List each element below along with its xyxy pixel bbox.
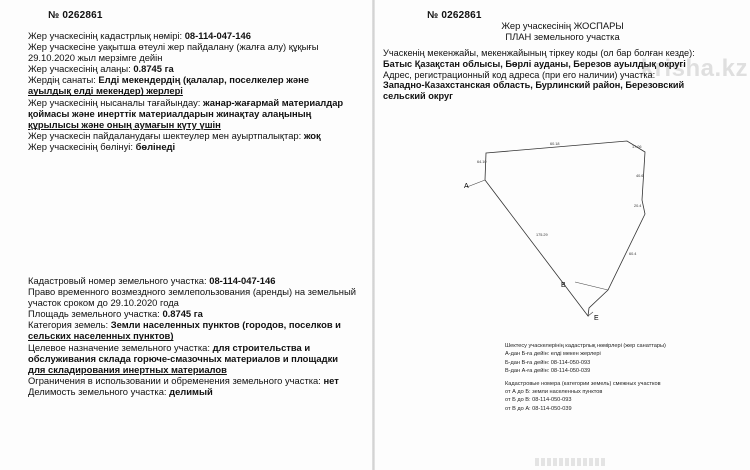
neighbor-line: Б-дан В-ға дейін: 08-114-050-093	[505, 359, 591, 366]
text-line	[28, 52, 358, 63]
neighbor-line: от В до А: 08-114-050-039	[505, 405, 572, 412]
text-line	[28, 85, 358, 96]
segment-label-4: 20.4	[634, 204, 642, 208]
text-line	[28, 119, 358, 130]
text-line	[28, 286, 358, 297]
text-line	[28, 41, 358, 52]
text-segment: Земли населенных пунктов (городов, поселков и	[110, 319, 341, 331]
text-line	[28, 141, 358, 152]
text-segment: Категория земель:	[28, 319, 111, 331]
text-segment: 08-114-047-146	[209, 275, 276, 286]
text-segment: Учаскенің мекенжайы, мекенжайының тіркеу коды (ол бар болған кезде):	[383, 48, 695, 58]
plan-title-ru: ПЛАН земельного участка	[505, 31, 620, 42]
text-segment: Право временного возмездного землепользования (аренды) на земельный	[28, 286, 356, 298]
text-segment: құрылысы және оның аумағын күту үшін	[28, 118, 221, 130]
plot-boundary	[485, 141, 645, 316]
text-segment: ауылдық елді мекендер) жерлері	[28, 85, 183, 97]
neighbor-line: А-дан Б-ға дейін: елді мекен жерлері	[505, 351, 601, 358]
doc-number-right: № 0262861	[427, 10, 482, 21]
right-page	[375, 0, 750, 470]
watermark: krisha.kz	[640, 55, 748, 82]
segment-label-1: 60.18	[550, 142, 560, 146]
text-line	[28, 342, 358, 353]
text-line	[28, 353, 358, 364]
point-label-a: A	[464, 183, 469, 190]
text-segment: Западно-Казахстанская область, Бурлинский район, Березовский	[383, 80, 685, 91]
text-segment: Жер учаскесінің алаңы:	[28, 63, 134, 75]
text-segment: Жер учаскесінің бөлінуі:	[28, 140, 136, 152]
text-line	[28, 30, 358, 41]
footer-mark	[535, 458, 605, 466]
text-segment: қоймасы және инерттік материалдарын жинақтау алаңының	[28, 107, 312, 119]
text-segment: Елді мекендердің (қалалар, поселкелер және	[98, 74, 309, 86]
neighbor-line-a	[467, 180, 485, 187]
text-segment: 0.8745 га	[162, 308, 203, 320]
point-label-e: E	[594, 315, 599, 322]
kazakh-details	[28, 30, 358, 152]
neighbor-line: Шектесу учаскелерінің кадастрлық нөмірлері (жер санаттары)	[505, 343, 666, 349]
russian-details	[28, 275, 358, 397]
text-segment: Кадастровый номер земельного участка:	[28, 275, 210, 286]
text-segment: Жердің санаты:	[28, 74, 99, 86]
text-segment: нет	[323, 374, 339, 386]
neighbor-line: В-дан А-ға дейін: 08-114-050-039	[505, 368, 591, 375]
doc-number-left: № 0262861	[48, 10, 103, 21]
text-segment: Целевое назначение земельного участка:	[28, 341, 213, 353]
segment-label-7: 64.10	[477, 160, 487, 164]
text-segment: для складирования инертных материалов	[28, 363, 227, 375]
segment-label-6: 60.4	[629, 252, 637, 256]
segment-label-2: 17.06	[632, 145, 642, 149]
text-segment: сельских населенных пунктов)	[28, 330, 174, 342]
text-segment: 08-114-047-146	[184, 30, 251, 41]
text-line	[28, 63, 358, 74]
text-line	[28, 319, 358, 330]
text-line	[28, 364, 358, 375]
text-line	[28, 130, 358, 141]
text-segment: обслуживания склада горюче-смазочных материалов и площадки	[28, 352, 339, 364]
text-segment: 29.10.2020 жыл мерзімге дейін	[28, 52, 163, 64]
text-line	[28, 275, 358, 286]
plan-title-kz: Жер учаскесінің ЖОСПАРЫ	[501, 20, 624, 31]
text-line	[28, 108, 358, 119]
text-segment: Жер учаскесін пайдаланудағы шектеулер мен ауыртпалықтар:	[28, 129, 304, 141]
text-segment: Площадь земельного участка:	[28, 308, 163, 320]
neighbor-line: Кадастровые номера (категории земель) смежных участков	[505, 380, 661, 387]
text-segment: Ограничения в использовании и обременения земельного участка:	[28, 374, 324, 386]
text-segment: для строительства и	[212, 341, 311, 353]
text-segment: 0.8745 га	[133, 63, 174, 75]
text-segment: делимый	[169, 385, 213, 397]
text-segment: Адрес, регистрационный код адреса (при его наличии) участка:	[383, 69, 656, 80]
text-segment: Жер учаскесінің нысаналы тағайындау:	[28, 96, 203, 108]
segment-label-5: 175.29	[536, 233, 548, 237]
text-line	[28, 386, 358, 397]
text-line	[28, 375, 358, 386]
text-line	[28, 330, 358, 341]
text-segment: жоқ	[303, 129, 321, 141]
text-line	[28, 297, 358, 308]
text-segment: Батыс Қазақстан облысы, Бөрлі ауданы, Березов ауылдық округі	[383, 58, 686, 69]
text-segment: сельский округ	[383, 91, 453, 102]
neighbor-line: от Б до В: 08-114-050-093	[505, 397, 572, 404]
text-segment: Жер учаскесінің кадастрлық нөмірі:	[28, 30, 185, 41]
text-line	[28, 74, 358, 85]
point-label-b: B	[561, 282, 566, 289]
text-line	[28, 308, 358, 319]
text-segment: бөлінеді	[135, 140, 176, 152]
text-segment: жанар-жағармай материалдар	[202, 96, 344, 108]
text-segment: Жер учаскесіне уақытша өтеулі жер пайдалану (жалға алу) құқығы	[28, 41, 319, 53]
neighbor-line-b	[575, 282, 608, 290]
neighbor-line: от А до Б: земли населенных пунктов	[505, 389, 603, 396]
left-page	[0, 0, 372, 470]
text-segment: участок сроком до 29.10.2020 года	[28, 297, 179, 309]
text-segment: Делимость земельного участка:	[28, 385, 170, 397]
text-line	[28, 97, 358, 108]
neighbor-parcels	[505, 342, 666, 413]
segment-label-3: 40.6	[636, 174, 644, 178]
